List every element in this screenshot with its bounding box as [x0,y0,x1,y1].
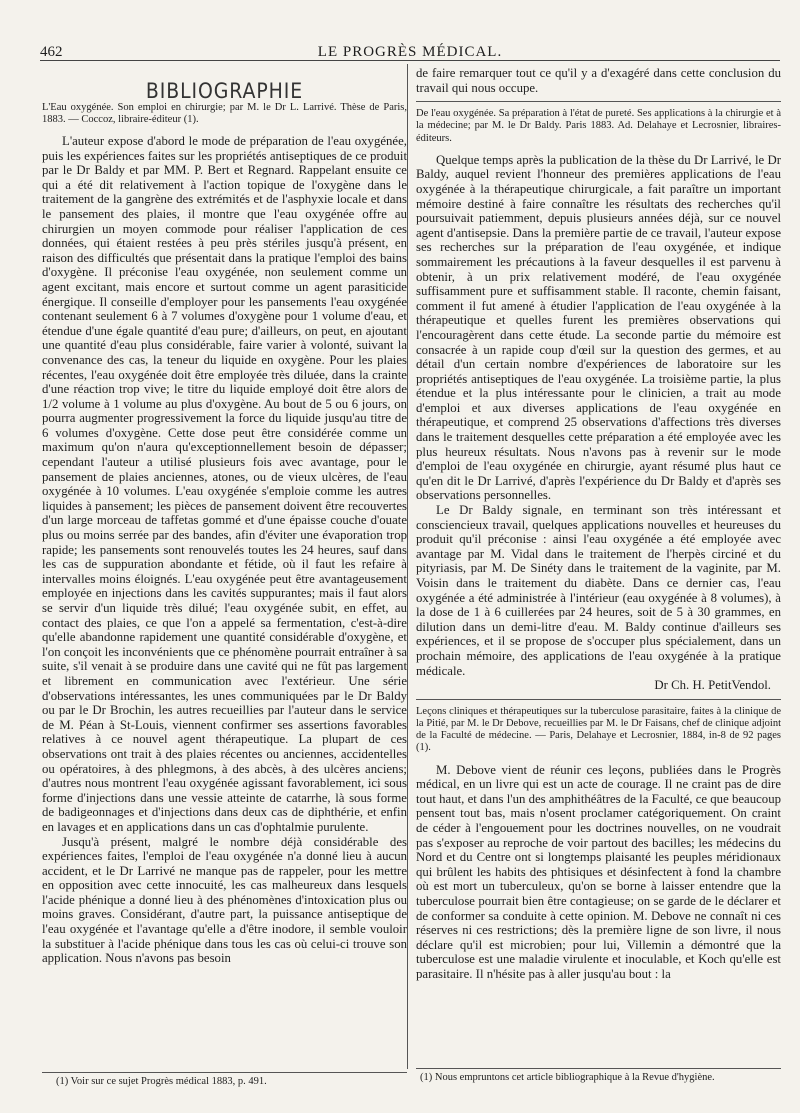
divider [416,101,781,102]
paragraph: Jusqu'à présent, malgré le nombre déjà considérable des expériences faites, l'emploi de l'eau oxygénée n'a donné lieu à aucun accident, et le Dr Larrivé ne manque pas de rappeler, pour les mettre en opposition avec cette innocuité, les cas malheureux dans lesquels l'acide phénique a donné lieu à des phénomènes d'intoxication plus ou moins graves. Considérant, d'autre part, la puissance antiseptique de l'eau oxygénée et l'avantage qu'elle a d'être inodore, il semble vouloir la substituer à l'acide phénique dans tous les cas où celui-ci trouve son application. Nous n'avons pas besoin [42,834,407,966]
footnote-rule [416,1068,781,1069]
paragraph: L'auteur expose d'abord le mode de préparation de l'eau oxygénée, puis les expériences faites sur les propriétés antiseptiques de ce produit par le Dr Baldy et par MM. P. Bert et Regnard. Rappelant ensuite ce qui a été dit relativement à l'action topique de l'oxygène dans le traitement de la gangrène des extrémités et de l'asphyxie locale et dans le pansement des plaies, il montre que l'eau oxygénée offre au chirurgien un moyen commode pour réaliser l'application de ces données, qui étaient restées à peu près stériles jusqu'à présent, en raison des difficultés que présentait dans la pratique l'emploi des bains d'oxygène. Il préconise l'eau oxygénée, non seulement comme un agent excitant, mais encore et surtout comme un agent parasiticide énergique. Il conseille d'employer pour les pansements l'eau oxygénée contenant seulement 6 à 7 volumes d'oxygène pour 1 volume d'eau, et étendue d'une égale quantité d'eau pure; d'ailleurs, on peut, en ajoutant une quantité d'eau plus considérable, faire varier à volonté, suivant la convenance des cas, la teneur du liquide en oxygène. Pour les plaies récentes, l'eau oxygénée doit être employée très diluée, dans la crainte d'une réaction trop vive; le titre du liquide employé doit être alors de 1/2 volume à 1 volume au plus d'oxygène. Au bout de 5 ou 6 jours, on pourra augmenter progressivement la force du liquide jusqu'au titre de 6 volumes d'oxygène. Cette dose peut être considérée comme un maximum qu'on n'aura qu'exceptionnellement besoin de dépasser; cependant l'auteur a utilisé plusieurs fois avec avantage, pour le pansement de plaies anciennes, atones, ou de vieux ulcères, de l'eau oxygénée à 10 volumes. L'eau oxygénée s'emploie comme les autres liquides à pansement; les pièces de pansement doivent être recouvertes d'un large morceau de taffetas gommé et d'une épaisse couche d'ouate plus ou moins serrée par des bandes, afin d'éviter une évaporation trop rapide; les pansements sont renouvelés toutes les 24 heures, sauf dans les cas de suppuration abondante et fétide, où il faut les refaire à intervalles moins éloignés. L'eau oxygénée peut être avantageusement employée en injections dans les cavités suppurantes; mais il faut alors se servir d'un liquide très dilué; l'eau oxygénée subit, en effet, au contact des plaies, ce que l'on a appelé sa fermentation, c'est-à-dire qu'elle abandonne rapidement une quantité considérable d'oxygène, et l'on conçoit les inconvénients que ce phénomène pourrait entraîner à sa suite, s'il venait à se produire dans une cavité qui ne fût pas largement et librement en communication avec l'extérieur. Une série d'observations intéressantes, les unes communiquées par le Dr Baldy ou par le Dr Brochin, les autres recueillies par l'auteur dans le service de M. Péan à St-Louis, viennent confirmer ses assertions favorables relatives à ce nouvel agent thérapeutique. La plupart de ces observations ont trait à des plaies récentes ou anciennes, accidentelles ou opératoires, à des phlegmons, à des abcès, à des ulcères anciens; d'autres nous montrent l'eau oxygénée agissant favorablement, ici sous forme d'injections dans une vessie atteinte de catarrhe, là sous forme de badigeonnages et d'injections dans deux cas de diphthérie, et enfin en lavages et en applications dans un cas d'ophtalmie purulente. [42,134,407,834]
paragraph: Le Dr Baldy signale, en terminant son très intéressant et consciencieux travail, quelques applications nouvelles et heureuses du produit qu'il préconise : ainsi l'eau oxygénée a été employée avec avantage par M. Vidal dans le traitement de l'herpès circiné et du pityriasis, par M. De Sinéty dans le traitement de la vaginite, par M. Voisin dans le traitement du diabète. Dans ce dernier cas, l'eau oxygénée a été administrée à l'intérieur (eau oxygénée à 8 volumes), à la dose de 1 à 6 cuillerées par 24 heures, soit de 5 à 30 grammes, en dilution dans un demi-litre d'eau. M. Baldy continue d'ailleurs ses expériences, et il se propose de s'occuper plus spécialement, dans un prochain mémoire, des applications de l'eau oxygénée à la pratique médicale. [416,503,781,678]
left-column [42,66,407,1066]
section-title: BIBLIOGRAPHIE [145,79,304,103]
paragraph-continued: de faire remarquer tout ce qu'il y a d'exagéré dans cette conclusion du travail qui nous occupe. [416,66,781,95]
page-header [40,40,780,61]
review-entry-larrive: L'Eau oxygénée. Son emploi en chirurgie; par M. le Dr L. Larrivé. Thèse de Paris, 1883. — Coccoz, libraire-éditeur (1). [42,101,407,125]
running-title: LE PROGRÈS MÉDICAL. [317,44,503,60]
right-column [416,66,781,1066]
footnote-rule [42,1072,407,1073]
review-entry-baldy: De l'eau oxygénée. Sa préparation à l'état de pureté. Ses applications à la chirurgie et à la médecine; par M. le Dr Baldy. Paris 1883. Ad. Delahaye et Lecrosnier, libraires-éditeurs. [416,108,781,144]
review-entry-debove: Leçons cliniques et thérapeutiques sur la tuberculose parasitaire, faites à la clinique de la Pitié, par M. le Dr Debove, recueillies par M. le Dr Faisans, chef de clinique adjoint de la Faculté de médecine. — Paris, Delahaye et Lecrosnier, 1884, in-8 de 92 pages (1). [416,705,781,754]
footnote-left: (1) Voir sur ce sujet Progrès médical 1883, p. 491. [56,1076,267,1087]
page-number: 462 [40,44,63,60]
column-divider [407,64,408,1069]
footnote-right: (1) Nous empruntons cet article bibliographique à la Revue d'hygiène. [420,1072,715,1083]
signature: Dr Ch. H. PetitVendol. [654,678,771,693]
paragraph: M. Debove vient de réunir ces leçons, publiées dans le Progrès médical, en un livre qui est un acte de courage. Il ne craint pas de dire tout haut, et dans l'un des amphithéâtres de la Faculté, ce que beaucoup pensent tout bas, mais n'osent proclamer catégoriquement. On craint de céder à l'engouement pour les doctrines nouvelles, on ne voudrait pas s'exposer au reproche de voir partout des bacilles; les médecins du Nord et du Centre ont si longtemps plaisanté les peuples méridionaux qui brûlent les habits des phtisiques et désinfectent à fond la chambre où est mort un tuberculeux, qu'on se borne à laisser entendre que la tuberculose pourrait bien être contagieuse; on se garde de le déclarer et de conformer sa conduite à cette opinion. M. Debove ne connaît ni ces réserves ni ces restrictions; dès la première ligne de son livre, il nous déclare qu'il est microbien; pour lui, Villemin a démontré que la tuberculose est une maladie virulente et inoculable, et Koch qu'elle est parasitaire. Il n'hésite pas à aller jusqu'au bout : la [416,762,781,981]
paragraph: Quelque temps après la publication de la thèse du Dr Larrivé, le Dr Baldy, auquel revient l'honneur des premières applications de l'eau oxygénée à la thérapeutique chirurgicale, a fait paraître un important mémoire destiné à faire connaître les résultats des recherches qu'il poursuivait patiemment, depuis plusieurs années déjà, sur ce nouvel agent d'antisepsie. Dans la première partie de ce travail, l'auteur expose ses recherches sur la préparation de l'eau oxygénée, et indique sommairement les précautions à la faveur desquelles il est parvenu à obtenir, à un prix relativement modéré, de l'eau oxygénée suffisamment pure et suffisamment stable. Il raconte, chemin faisant, comment il fut amené à étudier l'application de l'eau oxygénée à la thérapeutique et quelles furent les premières observations qui l'encouragèrent dans cette étude. La seconde partie du mémoire est consacrée à un rapide coup d'œil sur la question des germes, et au détail d'un certain nombre d'expériences de laboratoire sur les propriétés antiseptiques de l'eau oxygénée. La troisième partie, la plus étendue et la plus intéressante pour le clinicien, a trait au mode d'emploi et aux diverses applications de l'eau oxygénée en thérapeutique, et comprend 25 observations d'affections très diverses dans le traitement desquelles cette préparation a été employée avec les plus heureux résultats. Nous n'avons pas à revenir sur le mode d'emploi de l'eau oxygénée en chirurgie, ayant résumé plus haut ce qu'en dit le Dr Larrivé, d'après l'expérience du Dr Baldy et d'après ses observations personnelles. [416,152,781,503]
divider [416,699,781,700]
